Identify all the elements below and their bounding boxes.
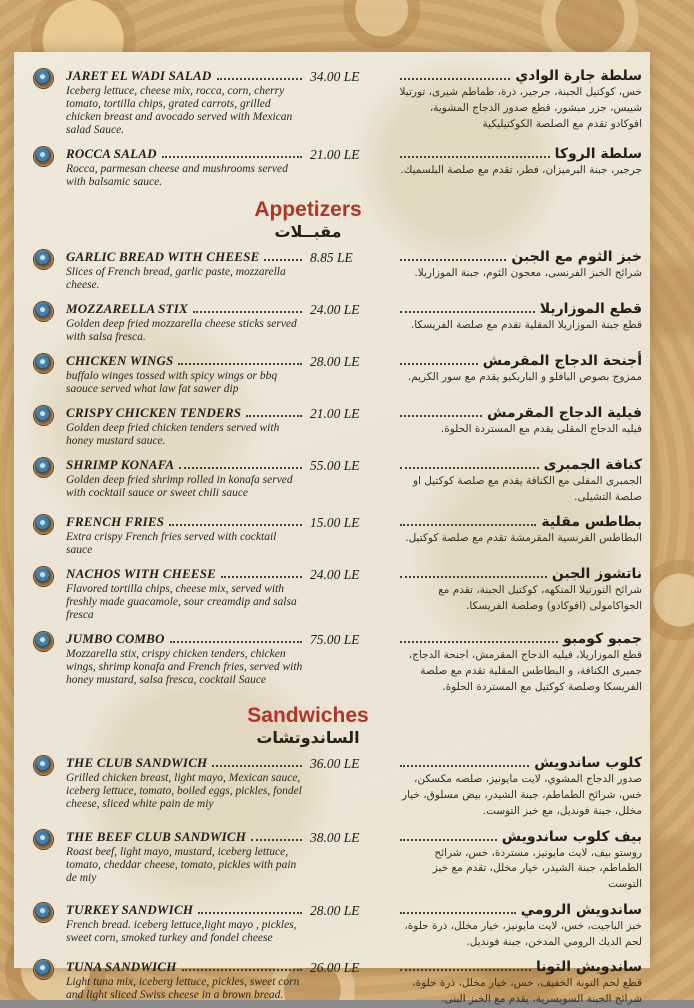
item-name-row: [66, 146, 304, 162]
item-name-english: SHRIMP KONAFA: [66, 456, 175, 472]
arabic-column: [394, 631, 642, 695]
menu-item: [34, 514, 642, 557]
english-column: [66, 902, 304, 945]
item-name-arabic: خبز الثوم مع الجبن: [511, 248, 642, 265]
item-name-english: CRISPY CHICKEN TENDERS: [66, 404, 242, 420]
item-description-arabic: قطع لحم التونة الخفيف، خس، خيار مخلل، ذرة حلوة، شرائح الجبنة السويسرية، يقدم مع الخبز البنى.: [412, 977, 642, 1006]
item-name-arabic: بطاطس مقلية: [541, 514, 642, 531]
item-description-arabic: قطع الموزاريلا، فيليه الدجاج المقرمش، اجنحة الدجاج، جمبرى الكنافة، و البطاطس المقلية تقدم مع صلصة الفريسكا وصلصة كوكتيل مع المستردة الحلوة.: [408, 649, 642, 693]
item-name-english: FRENCH FRIES: [66, 514, 165, 530]
medallion-bullet-icon: [34, 458, 53, 477]
item-name-english: JARET EL WADI SALAD: [66, 68, 212, 83]
medallion-bullet-icon: [34, 830, 53, 849]
english-column: [66, 514, 304, 557]
dotted-leader: [178, 363, 302, 365]
menu-item: [34, 146, 642, 189]
item-name-row-arabic: [398, 249, 642, 265]
dotted-leader: [182, 969, 302, 971]
dotted-leader: [162, 156, 302, 158]
medallion-bullet-icon: [34, 250, 53, 269]
dotted-leader: [169, 524, 302, 526]
item-name-row: [66, 959, 304, 975]
item-name-row: [66, 829, 304, 845]
medallion-bullet-icon: [34, 903, 53, 922]
dotted-leader: [221, 576, 302, 578]
item-name-row: [66, 902, 304, 918]
item-description-arabic: شرائح التورتيلا المنكهه، كوكتيل الجبنة، تقدم مع الجواكامولى (افوكادو) وصلصة الفريسكا.: [438, 584, 642, 612]
item-name-arabic: سلطة الروكا: [554, 145, 642, 162]
item-description-arabic: جرجير، جبنة البرميزان، فطر، تقدم مع صلصة البلسميك.: [400, 163, 642, 176]
item-price: 8.85 LE: [310, 249, 353, 265]
menu-item: [34, 755, 642, 819]
item-price: 36.00 LE: [310, 756, 360, 772]
item-description-arabic: قطع جبنة الموزاريلا المقلية تقدم مع صلصة الفريسكا.: [410, 318, 642, 331]
item-name-english: GARLIC BREAD WITH CHEESE: [66, 248, 260, 264]
item-price: 26.00 LE: [310, 960, 360, 976]
item-name-row-arabic: [398, 631, 642, 647]
medallion-bullet-icon: [34, 302, 53, 321]
item-name-arabic: ساندويش التونا: [535, 959, 642, 976]
dotted-leader: [198, 912, 302, 914]
item-description-english: Golden deep fried shrimp rolled in konafa served with cocktail sauce or sweet chili sauce: [66, 473, 293, 499]
english-column: [66, 405, 304, 448]
item-description-english: Roast beef, light mayo, mustard, iceberg lettuce, tomato, cheddar cheese, tomato, pickles with pain de miy: [66, 845, 297, 884]
item-name-row-arabic: [398, 68, 642, 84]
section-title-arabic: الساندوتشات: [256, 728, 360, 748]
item-description-english: Rocca, parmesan cheese and mushrooms served with balsamic sauce.: [66, 162, 288, 188]
item-name-row-arabic: [398, 146, 642, 162]
menu-item: [34, 353, 642, 396]
medallion-bullet-icon: [34, 406, 53, 425]
item-name-arabic: أجنحة الدجاج المقرمش: [482, 352, 642, 369]
medallion-bullet-icon: [34, 567, 53, 586]
dotted-leader: [217, 78, 302, 80]
item-name-row-arabic: [398, 959, 642, 975]
dotted-leader: [400, 839, 497, 841]
english-column: [66, 353, 304, 396]
medallion-bullet-icon: [34, 69, 53, 88]
item-name-english: TUNA SANDWICH: [66, 959, 177, 975]
dotted-leader: [251, 839, 302, 841]
dotted-leader: [193, 311, 302, 313]
section-title-english: Appetizers: [254, 197, 362, 221]
item-name-row-arabic: [398, 514, 642, 530]
item-name-english: THE CLUB SANDWICH: [66, 755, 208, 771]
item-name-row-arabic: [398, 902, 642, 918]
item-name-row-arabic: [398, 405, 642, 421]
item-name-row-arabic: [398, 457, 642, 473]
item-price: 34.00 LE: [310, 69, 360, 84]
arabic-column: [394, 301, 642, 334]
item-name-arabic: جمبو كومبو: [563, 631, 642, 648]
item-name-row: [66, 249, 304, 265]
item-name-english: THE BEEF CLUB SANDWICH: [66, 828, 247, 844]
item-name-row-arabic: [398, 301, 642, 317]
arabic-column: [394, 249, 642, 282]
menu-item: [34, 249, 642, 292]
item-name-arabic: ساندويش الرومي: [520, 901, 642, 918]
dotted-leader: [400, 78, 510, 80]
item-name-arabic: فيلية الدجاج المقرمش: [487, 404, 642, 421]
menu-item: [34, 301, 642, 344]
menu-body: [34, 68, 642, 1008]
section-title-arabic: مقبــلات: [274, 221, 342, 241]
dotted-leader: [179, 467, 302, 469]
english-column: [66, 457, 304, 500]
dotted-leader: [264, 259, 302, 261]
english-column: [66, 959, 304, 1002]
item-name-arabic: كنافة الجمبرى: [543, 456, 642, 473]
item-name-english: NACHOS WITH CHEESE: [66, 566, 217, 582]
item-price: 21.00 LE: [310, 146, 360, 162]
english-column: [66, 631, 304, 687]
item-description-arabic: خس، كوكتيل الجبنة، جرجير، ذرة، طماطم شيرى، تورتيلا شيبس، جزر مبشور، قطع صدور الدجاج المشوية، افوكادو تقدم مع الصلصة الكوكتيليكية: [399, 86, 642, 130]
medallion-bullet-icon: [34, 515, 53, 534]
item-price: 38.00 LE: [310, 829, 360, 845]
arabic-column: [394, 405, 642, 438]
item-description-english: French bread. iceberg lettuce,light mayo , pickles, sweet corn, smoked turkey and fondel cheese: [66, 918, 297, 944]
english-column: [66, 68, 304, 137]
item-description-arabic: ممزوج بصوص البافلو و الباربكيو يقدم مع سور الكريم.: [407, 370, 642, 383]
item-name-row: [66, 457, 304, 473]
menu-item: [34, 68, 642, 137]
dotted-leader: [400, 311, 535, 313]
arabic-column: [394, 457, 642, 506]
item-description-english: Grilled chicken breast, light mayo, Mexican sauce, iceberg lettuce, tomato, boiled eggs, pickles, fondel cheese, sliced white pain de miy: [66, 772, 302, 811]
item-price: 21.00 LE: [310, 405, 360, 421]
medallion-bullet-icon: [34, 632, 53, 651]
arabic-column: [394, 959, 642, 1008]
arabic-column: [394, 755, 642, 819]
item-name-row-arabic: [398, 353, 642, 369]
item-name-row: [66, 405, 304, 421]
item-name-arabic: بيف كلوب ساندويش: [501, 828, 642, 845]
arabic-column: [394, 146, 642, 179]
item-name-english: CHICKEN WINGS: [66, 352, 174, 368]
menu-paper: [14, 52, 650, 1006]
dotted-leader: [400, 524, 536, 526]
arabic-column: [394, 353, 642, 386]
dotted-leader: [170, 641, 302, 643]
item-name-row-arabic: [398, 829, 642, 845]
arabic-column: [394, 902, 642, 951]
item-name-arabic: ناتشوز الجبن: [551, 566, 642, 583]
section-heading: [34, 704, 582, 747]
item-name-row: [66, 566, 304, 582]
menu-item: [34, 566, 642, 622]
item-name-english: JUMBO COMBO: [66, 631, 165, 647]
medallion-bullet-icon: [34, 960, 53, 979]
item-name-row-arabic: [398, 566, 642, 582]
item-name-row: [66, 755, 304, 771]
menu-item: [34, 631, 642, 695]
item-name-arabic: سلطة جارة الوادي: [515, 68, 642, 84]
item-price: 15.00 LE: [310, 515, 360, 531]
english-column: [66, 566, 304, 622]
medallion-bullet-icon: [34, 354, 53, 373]
item-price: 24.00 LE: [310, 567, 360, 583]
item-name-english: MOZZARELLA STIX: [66, 300, 188, 316]
menu-item: [34, 829, 642, 893]
arabic-column: [394, 514, 642, 547]
section-title-english: Sandwiches: [247, 704, 369, 728]
item-description-arabic: خبز الباجيت، خس، لايت مايونيز، خيار مخلل، ذرة حلوة، لحم الديك الرومي المدخن، جبنة فونديل.: [404, 919, 642, 948]
item-name-row: [66, 514, 304, 530]
menu-item: [34, 902, 642, 951]
item-description-english: Slices of French bread, garlic paste, mozzarella cheese.: [66, 265, 286, 291]
medallion-bullet-icon: [34, 756, 53, 775]
item-name-arabic: قطع الموزاريلا: [539, 300, 642, 317]
arabic-column: [394, 566, 642, 615]
english-column: [66, 146, 304, 189]
dotted-leader: [400, 969, 531, 971]
menu-item: [34, 959, 642, 1008]
item-description-english: Iceberg lettuce, cheese mix, rocca, corn, cherry tomato, tortilla chips, grated carrots, grilled chicken breast and avocado served with Mexican salad Sauce.: [66, 85, 293, 136]
item-name-arabic: كلوب ساندويش: [534, 755, 642, 772]
menu-item: [34, 405, 642, 448]
english-column: [66, 249, 304, 292]
item-description-arabic: فيليه الدجاج المقلى يقدم مع المستردة الحلوة.: [440, 422, 642, 435]
dotted-leader: [246, 415, 302, 417]
item-description-arabic: البطاطس الفرنسية المقرمشة تقدم مع صلصة كوكتيل.: [405, 532, 642, 545]
english-column: [66, 301, 304, 344]
item-name-row: [66, 301, 304, 317]
dotted-leader: [400, 641, 558, 643]
dotted-leader: [400, 259, 506, 261]
item-description-arabic: صدور الدجاج المشوي، لايت مايونيز، صلصه مكسكن، خس، شرائح الطماطم، جبنة الشيدر، بيض مسلوق، خيار مخلل، جبنة فونديل، مع خبز التوست.: [402, 773, 642, 817]
dotted-leader: [400, 576, 547, 578]
medallion-bullet-icon: [34, 147, 53, 166]
item-description-english: buffalo winges tossed with spicy wings or bbq saouce served what law fat sawer dip: [66, 369, 278, 395]
english-column: [66, 755, 304, 811]
arabic-column: [394, 829, 642, 893]
item-description-english: Light tuna mix, iceberg lettuce, pickles, sweet corn and light sliced Swiss cheese in a brown bread.: [66, 976, 300, 1002]
section-heading: [34, 198, 582, 241]
dotted-leader: [212, 765, 302, 767]
dotted-leader: [400, 156, 550, 158]
item-price: 24.00 LE: [310, 301, 360, 317]
item-description-english: Golden deep fried mozzarella cheese sticks served with salsa fresca.: [66, 317, 297, 343]
item-description-english: Mozzarella stix, crispy chicken tenders, chicken wings, shrimp konafa and French fries, served with honey mustard, salsa fresca, cocktail Sauce: [66, 648, 303, 687]
item-name-row: [66, 631, 304, 647]
item-name-english: TURKEY SANDWICH: [66, 901, 194, 917]
dotted-leader: [400, 363, 478, 365]
item-name-row: [66, 353, 304, 369]
item-description-arabic: الجمبرى المقلى مع الكنافة يقدم مع صلصة كوكتيل او صلصة التشيلى.: [412, 474, 642, 503]
item-price: 28.00 LE: [310, 902, 360, 918]
item-price: 75.00 LE: [310, 632, 360, 648]
arabic-column: [394, 68, 642, 132]
item-description-arabic: شرائح الخبز الفرنسى، معجون الثوم، جبنة الموزاريلا.: [414, 266, 642, 279]
dotted-leader: [400, 415, 482, 417]
item-description-english: Golden deep fried chicken tenders served with honey mustard sauce.: [66, 421, 280, 447]
dotted-leader: [400, 765, 529, 767]
dotted-leader: [400, 467, 539, 469]
item-description-english: Flavored tortilla chips, cheese mix, served with freshly made guacamole, sour creamdip and salsa fresca: [66, 583, 297, 622]
dotted-leader: [400, 912, 516, 914]
item-price: 55.00 LE: [310, 457, 360, 473]
item-description-english: Extra crispy French fries served with cocktail sauce: [66, 531, 277, 557]
english-column: [66, 829, 304, 885]
item-description-arabic: روستو بيف، لايت مايونيز، مستردة، خس، شرائح الطماطم، جبنة الشيدر، خيار مخلل، تقدم مع خبز التوست: [432, 846, 642, 891]
item-name-row-arabic: [398, 755, 642, 771]
item-name-row: [66, 68, 304, 84]
item-price: 28.00 LE: [310, 353, 360, 369]
item-name-english: ROCCA SALAD: [66, 145, 157, 161]
menu-item: [34, 457, 642, 506]
